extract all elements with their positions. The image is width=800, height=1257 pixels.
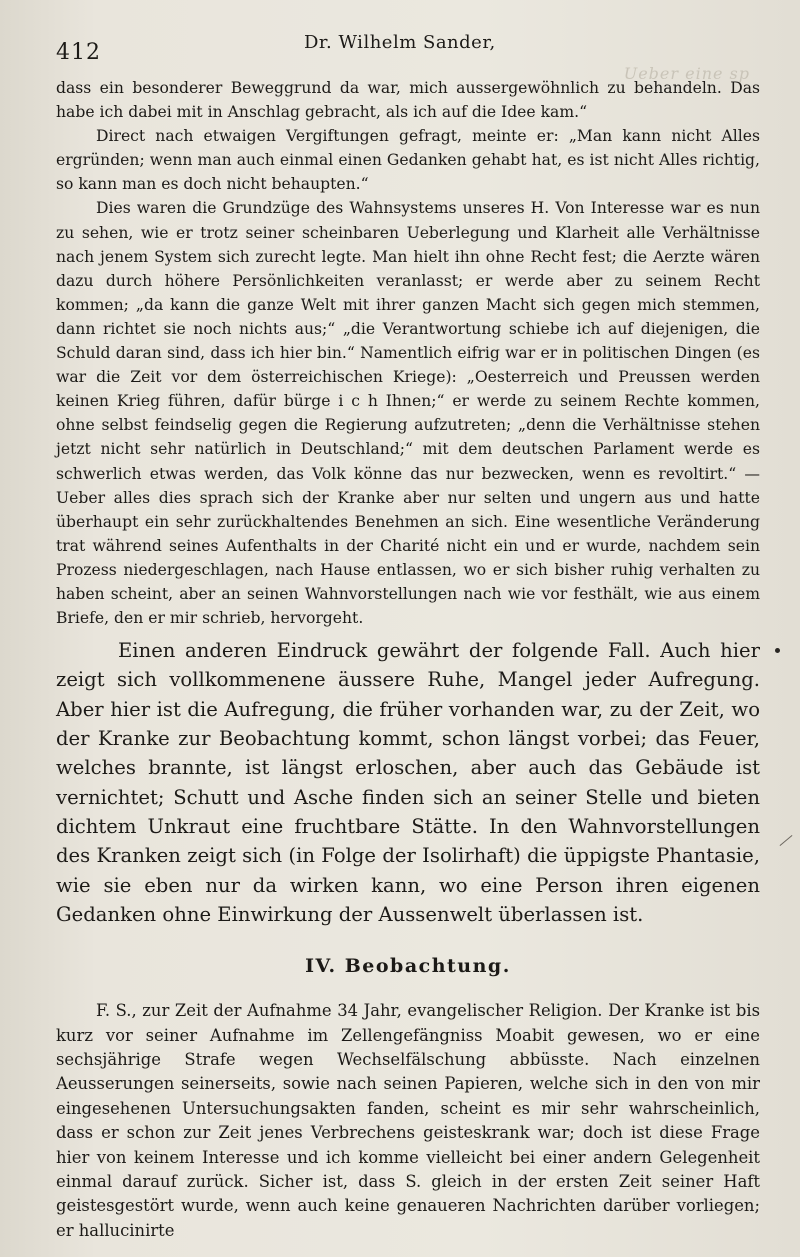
paragraph-other-impression: Einen anderen Eindruck gewährt der folgende Fall. Auch hier zeigt sich vollkommenene äussere Ruhe, Mangel jeder Aufregung. Aber hier ist die Aufregung, die früher vorhanden war, zu der Zeit, wo der Kranke zur Beobachtung kommt, schon längst vorbei; das Feuer, welches brannte, ist längst erloschen, aber auch das Gebäude ist vernichtet; Schutt und Asche finden sich an seiner Stelle und bieten dichtem Unkraut eine fruchtbare Stätte. In den Wahnvorstellungen des Kranken zeigt sich (in Folge der Isolirhaft) die üppigste Phantasie, wie sie eben nur da wirken kann, wo eine Person ihren eigenen Gedanken ohne Einwirkung der Aussenwelt überlassen ist.: [56, 639, 760, 926]
small-print-block: [56, 76, 760, 630]
paragraph-delusion-system: Dies waren die Grundzüge des Wahnsystems unseres H. Von Interesse war es nun zu sehen, wie er trotz seiner scheinbaren Ueberlegung und Klarheit alle Verhältnisse nach jenem System sich zurecht legte. Man hielt ihn ohne Recht fest; die Aerzte wären dazu durch höhere Persönlichkeiten veranlasst; er werde aber zu seinem Recht kommen; „da kann die ganze Welt mit ihrer ganzen Macht sich gegen mich stemmen, dann richtet sie noch nichts aus;“ „die Verantwortung schiebe ich auf diejenigen, die Schuld daran sind, dass ich hier bin.“ Namentlich eifrig war er in politischen Dingen (es war die Zeit vor dem österreichischen Kriege): „Oesterreich und Preussen werden keinen Krieg führen, dafür bürge i c h Ihnen;“ er werde zu seinem Rechte kommen, ohne selbst feindselig gegen die Regierung aufzutreten; „denn die Verhältnisse stehen jetzt nicht sehr natürlich in Deutschland;“ mit dem deutschen Parlament werde es schwerlich etwas werden, das Volk könne das nur bezwecken, wenn es revoltirt.“ — Ueber alles dies sprach sich der Kranke aber nur selten und ungern aus und hatte überhaupt ein sehr zurückhaltendes Benehmen an sich. Eine wesentliche Veränderung trat während seines Aufenthalts in der Charité nicht ein und er wurde, nachdem sein Prozess niedergeschlagen, nach Hause entlassen, wo er sich bisher ruhig verhalten zu haben scheint, aber an seinen Wahnvorstellungen nach wie vor festhält, wie aus einem Briefe, den er mir schrieb, hervorgeht.: [56, 199, 760, 628]
margin-mark: [780, 835, 793, 846]
bleed-through-text: Ueber eine sp: [623, 64, 750, 83]
page-number: 412: [56, 40, 101, 65]
section-heading: IV. Beobachtung.: [305, 955, 511, 978]
paragraph-continuation: dass ein besonderer Beweggrund da war, mich aussergewöhnlich zu behandeln. Das habe ich dabei mit in Anschlag gebracht, als ich auf die Idee kam.“: [56, 79, 760, 122]
page-header: [56, 30, 760, 83]
running-head: Dr. Wilhelm Sander,: [304, 32, 496, 53]
ink-speck: [775, 648, 780, 653]
large-print-block: [56, 636, 760, 929]
paragraph-case-report: F. S., zur Zeit der Aufnahme 34 Jahr, evangelischer Religion. Der Kranke ist bis kurz vor seiner Aufnahme im Zellengefängniss Moabit gewesen, wo er eine sechsjährige Strafe wegen Wechselfälschung abbüsste. Nach einzelnen Aeusserungen seinerseits, sowie nach seinen Papieren, welche sich in den von mir eingesehenen Untersuchungsakten fanden, scheint es mir sehr wahrscheinlich, dass er schon zur Zeit jenes Verbrechens geisteskrank war; doch ist diese Frage hier von keinem Interesse und ich komme vielleicht bei einer andern Gelegenheit einmal darauf zurück. Sicher ist, dass S. gleich in der ersten Zeit seiner Haft geistesgestört wurde, wenn auch keine genaueren Nachrichten darüber vorliegen; er hallucinirte: [56, 1001, 760, 1240]
section-body: [56, 999, 760, 1243]
paragraph-poisoning-question: Direct nach etwaigen Vergiftungen gefragt, meinte er: „Man kann nicht Alles ergründen; wenn man auch einmal einen Gedanken gehabt hat, es ist nicht Alles richtig, so kann man es doch nicht behaupten.“: [56, 127, 760, 194]
